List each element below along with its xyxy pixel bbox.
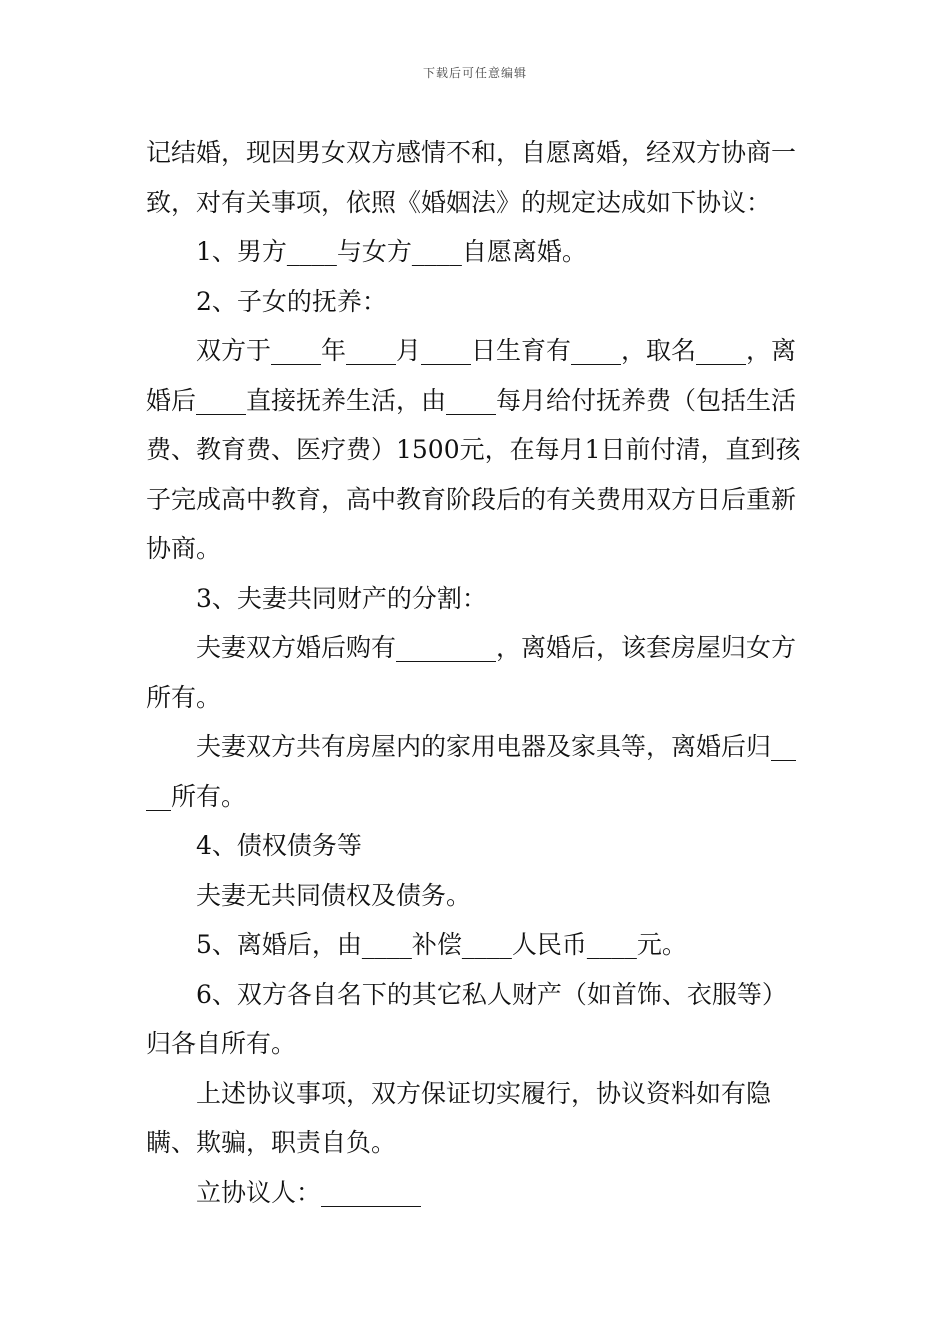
clause-1-divorce: 1、男方____与女方____自愿离婚。 (196, 237, 587, 266)
clause-2-child-support: 双方于____年____月____日生育有____，取名____，离婚后____直接抚养生活，由____每月给付抚养费（包括生活费、教育费、医疗费）1500元，在每月1日前付清，直到孩子完成高中教育，高中教育阶段后的有关费用双方日后重新协商。 (146, 336, 801, 563)
paragraph-intro: 记结婚，现因男女双方感情不和，自愿离婚，经双方协商一致，对有关事项，依照《婚姻法》的规定达成如下协议： (146, 138, 797, 217)
clause-6-private-property: 6、双方各自名下的其它私人财产（如首饰、衣服等）归各自所有。 (146, 979, 787, 1058)
clause-3-house: 夫妻双方婚后购有________，离婚后，该套房屋归女方所有。 (146, 633, 797, 712)
clause-3-furniture: 夫妻双方共有房屋内的家用电器及家具等，离婚后归____所有。 (146, 732, 797, 811)
clause-5-compensation: 5、离婚后，由____补偿____人民币____元。 (196, 930, 687, 959)
paragraph-guarantee: 上述协议事项，双方保证切实履行，协议资料如有隐瞒、欺骗，职责自负。 (146, 1078, 772, 1157)
document-body (146, 128, 808, 1217)
clause-3-heading: 3、夫妻共同财产的分割： (196, 583, 487, 613)
clause-4-debts: 夫妻无共同债权及债务。 (196, 880, 472, 910)
signature-line: 立协议人：________ (196, 1177, 422, 1207)
page-header-note: 下载后可任意编辑 (422, 66, 527, 80)
clause-4-heading: 4、债权债务等 (196, 831, 362, 860)
clause-2-heading: 2、子女的抚养： (196, 286, 387, 316)
